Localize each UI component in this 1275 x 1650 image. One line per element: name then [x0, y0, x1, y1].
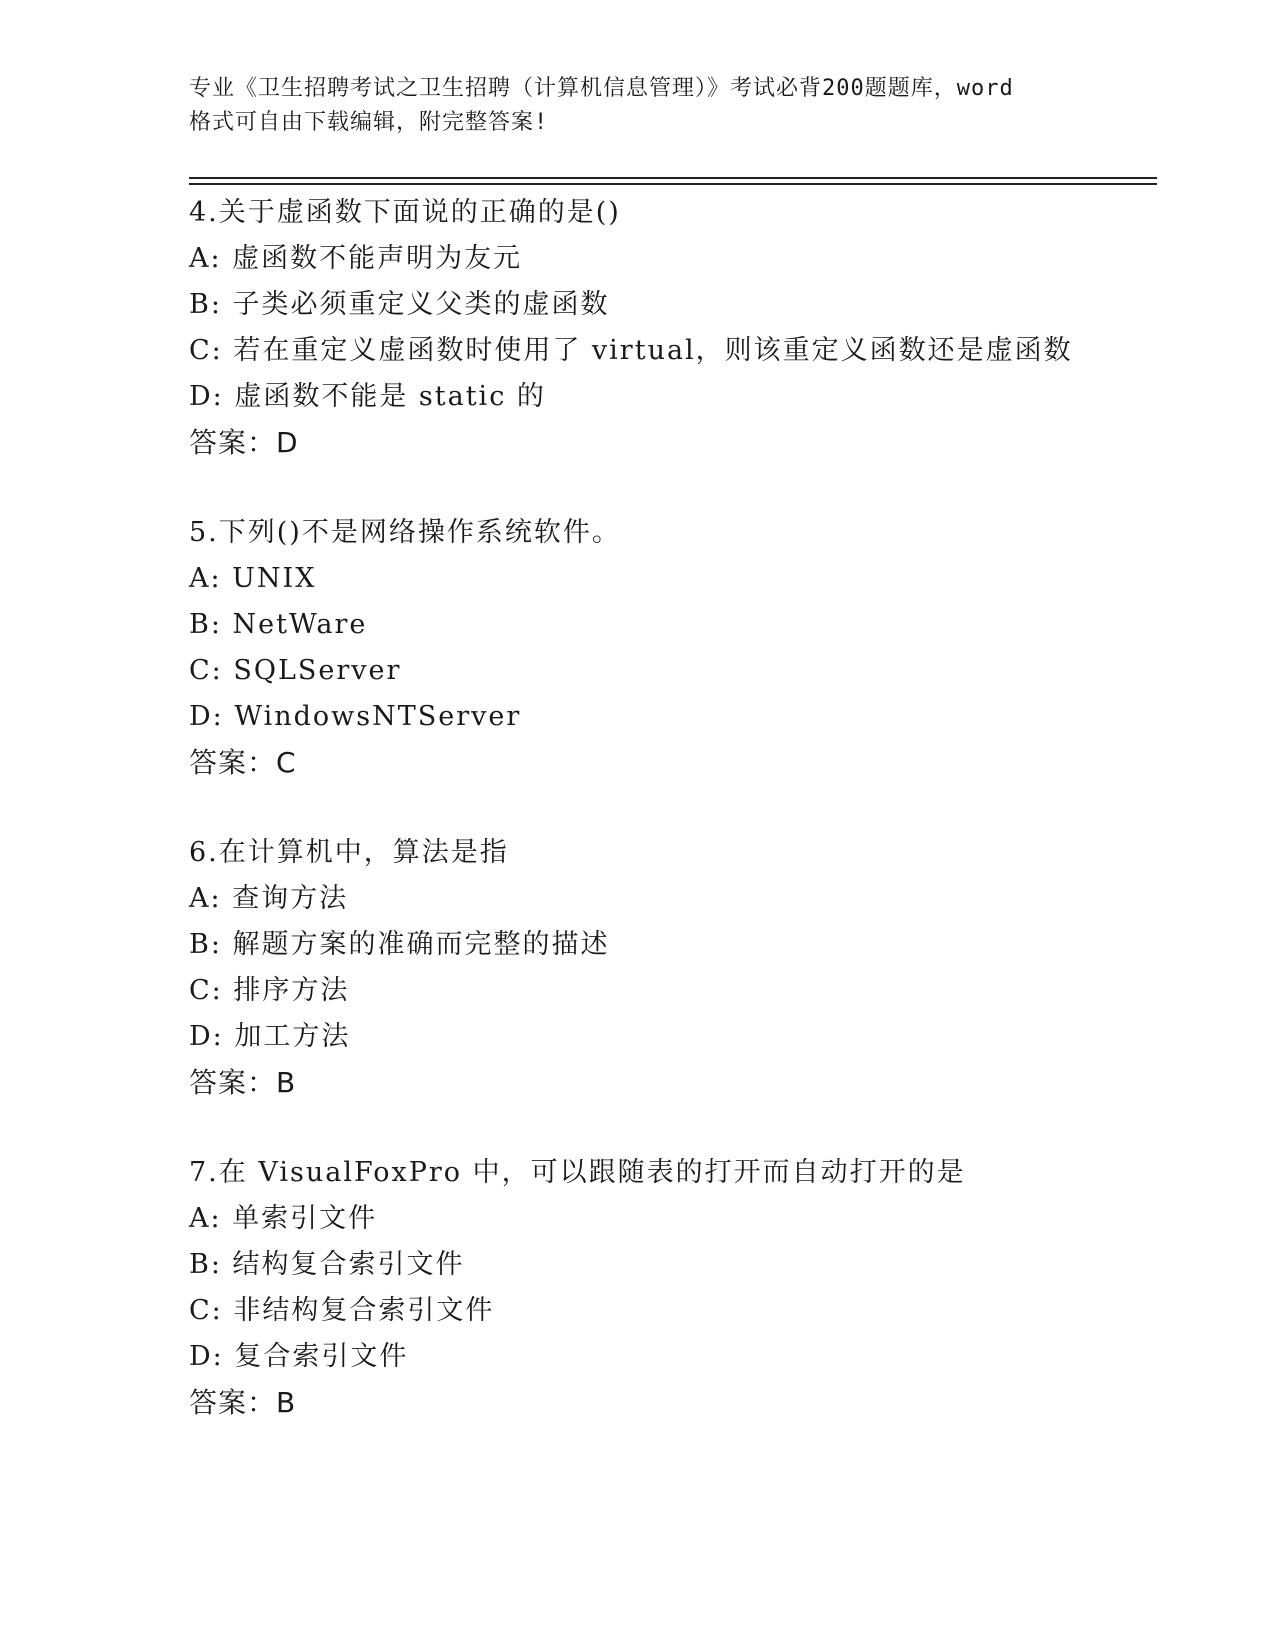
header-divider-bottom: [189, 183, 1157, 185]
option-a: A: UNIX: [189, 563, 317, 594]
option-c: C: 若在重定义虚函数时使用了 virtual，则该重定义函数还是虚函数: [189, 335, 1073, 366]
answer-line: 答案：C: [189, 746, 297, 779]
header-line-2: 格式可自由下载编辑，附完整答案!: [189, 110, 549, 135]
question-stem: 5.下列()不是网络操作系统软件。: [189, 517, 621, 548]
option-d: D: 复合索引文件: [189, 1341, 409, 1372]
answer-line: 答案：B: [189, 1386, 297, 1419]
option-c: C: SQLServer: [189, 655, 402, 686]
option-a: A: 虚函数不能声明为友元: [189, 243, 523, 274]
answer-line: 答案：D: [189, 426, 299, 459]
header-line-1: 专业《卫生招聘考试之卫生招聘（计算机信息管理）》考试必背200题题库，word: [189, 76, 1014, 101]
option-b: B: NetWare: [189, 609, 368, 640]
option-d: D: 虚函数不能是 static 的: [189, 381, 546, 412]
question-block-4: [189, 190, 1149, 466]
question-block-6: [189, 830, 1149, 1106]
header-divider-top: [189, 177, 1157, 179]
question-block-7: [189, 1150, 1149, 1426]
option-b: B: 子类必须重定义父类的虚函数: [189, 289, 610, 320]
option-b: B: 结构复合索引文件: [189, 1249, 465, 1280]
answer-line: 答案：B: [189, 1066, 297, 1099]
option-a: A: 查询方法: [189, 883, 349, 914]
question-stem: 7.在 VisualFoxPro 中，可以跟随表的打开而自动打开的是: [189, 1157, 966, 1188]
question-block-5: [189, 510, 1149, 786]
document-header: [189, 72, 1089, 140]
option-c: C: 排序方法: [189, 975, 350, 1006]
option-d: D: 加工方法: [189, 1021, 351, 1052]
question-stem: 4.关于虚函数下面说的正确的是(): [189, 197, 621, 228]
option-a: A: 单索引文件: [189, 1203, 378, 1234]
option-d: D: WindowsNTServer: [189, 701, 522, 732]
option-c: C: 非结构复合索引文件: [189, 1295, 495, 1326]
option-b: B: 解题方案的准确而完整的描述: [189, 929, 610, 960]
question-stem: 6.在计算机中，算法是指: [189, 837, 509, 868]
